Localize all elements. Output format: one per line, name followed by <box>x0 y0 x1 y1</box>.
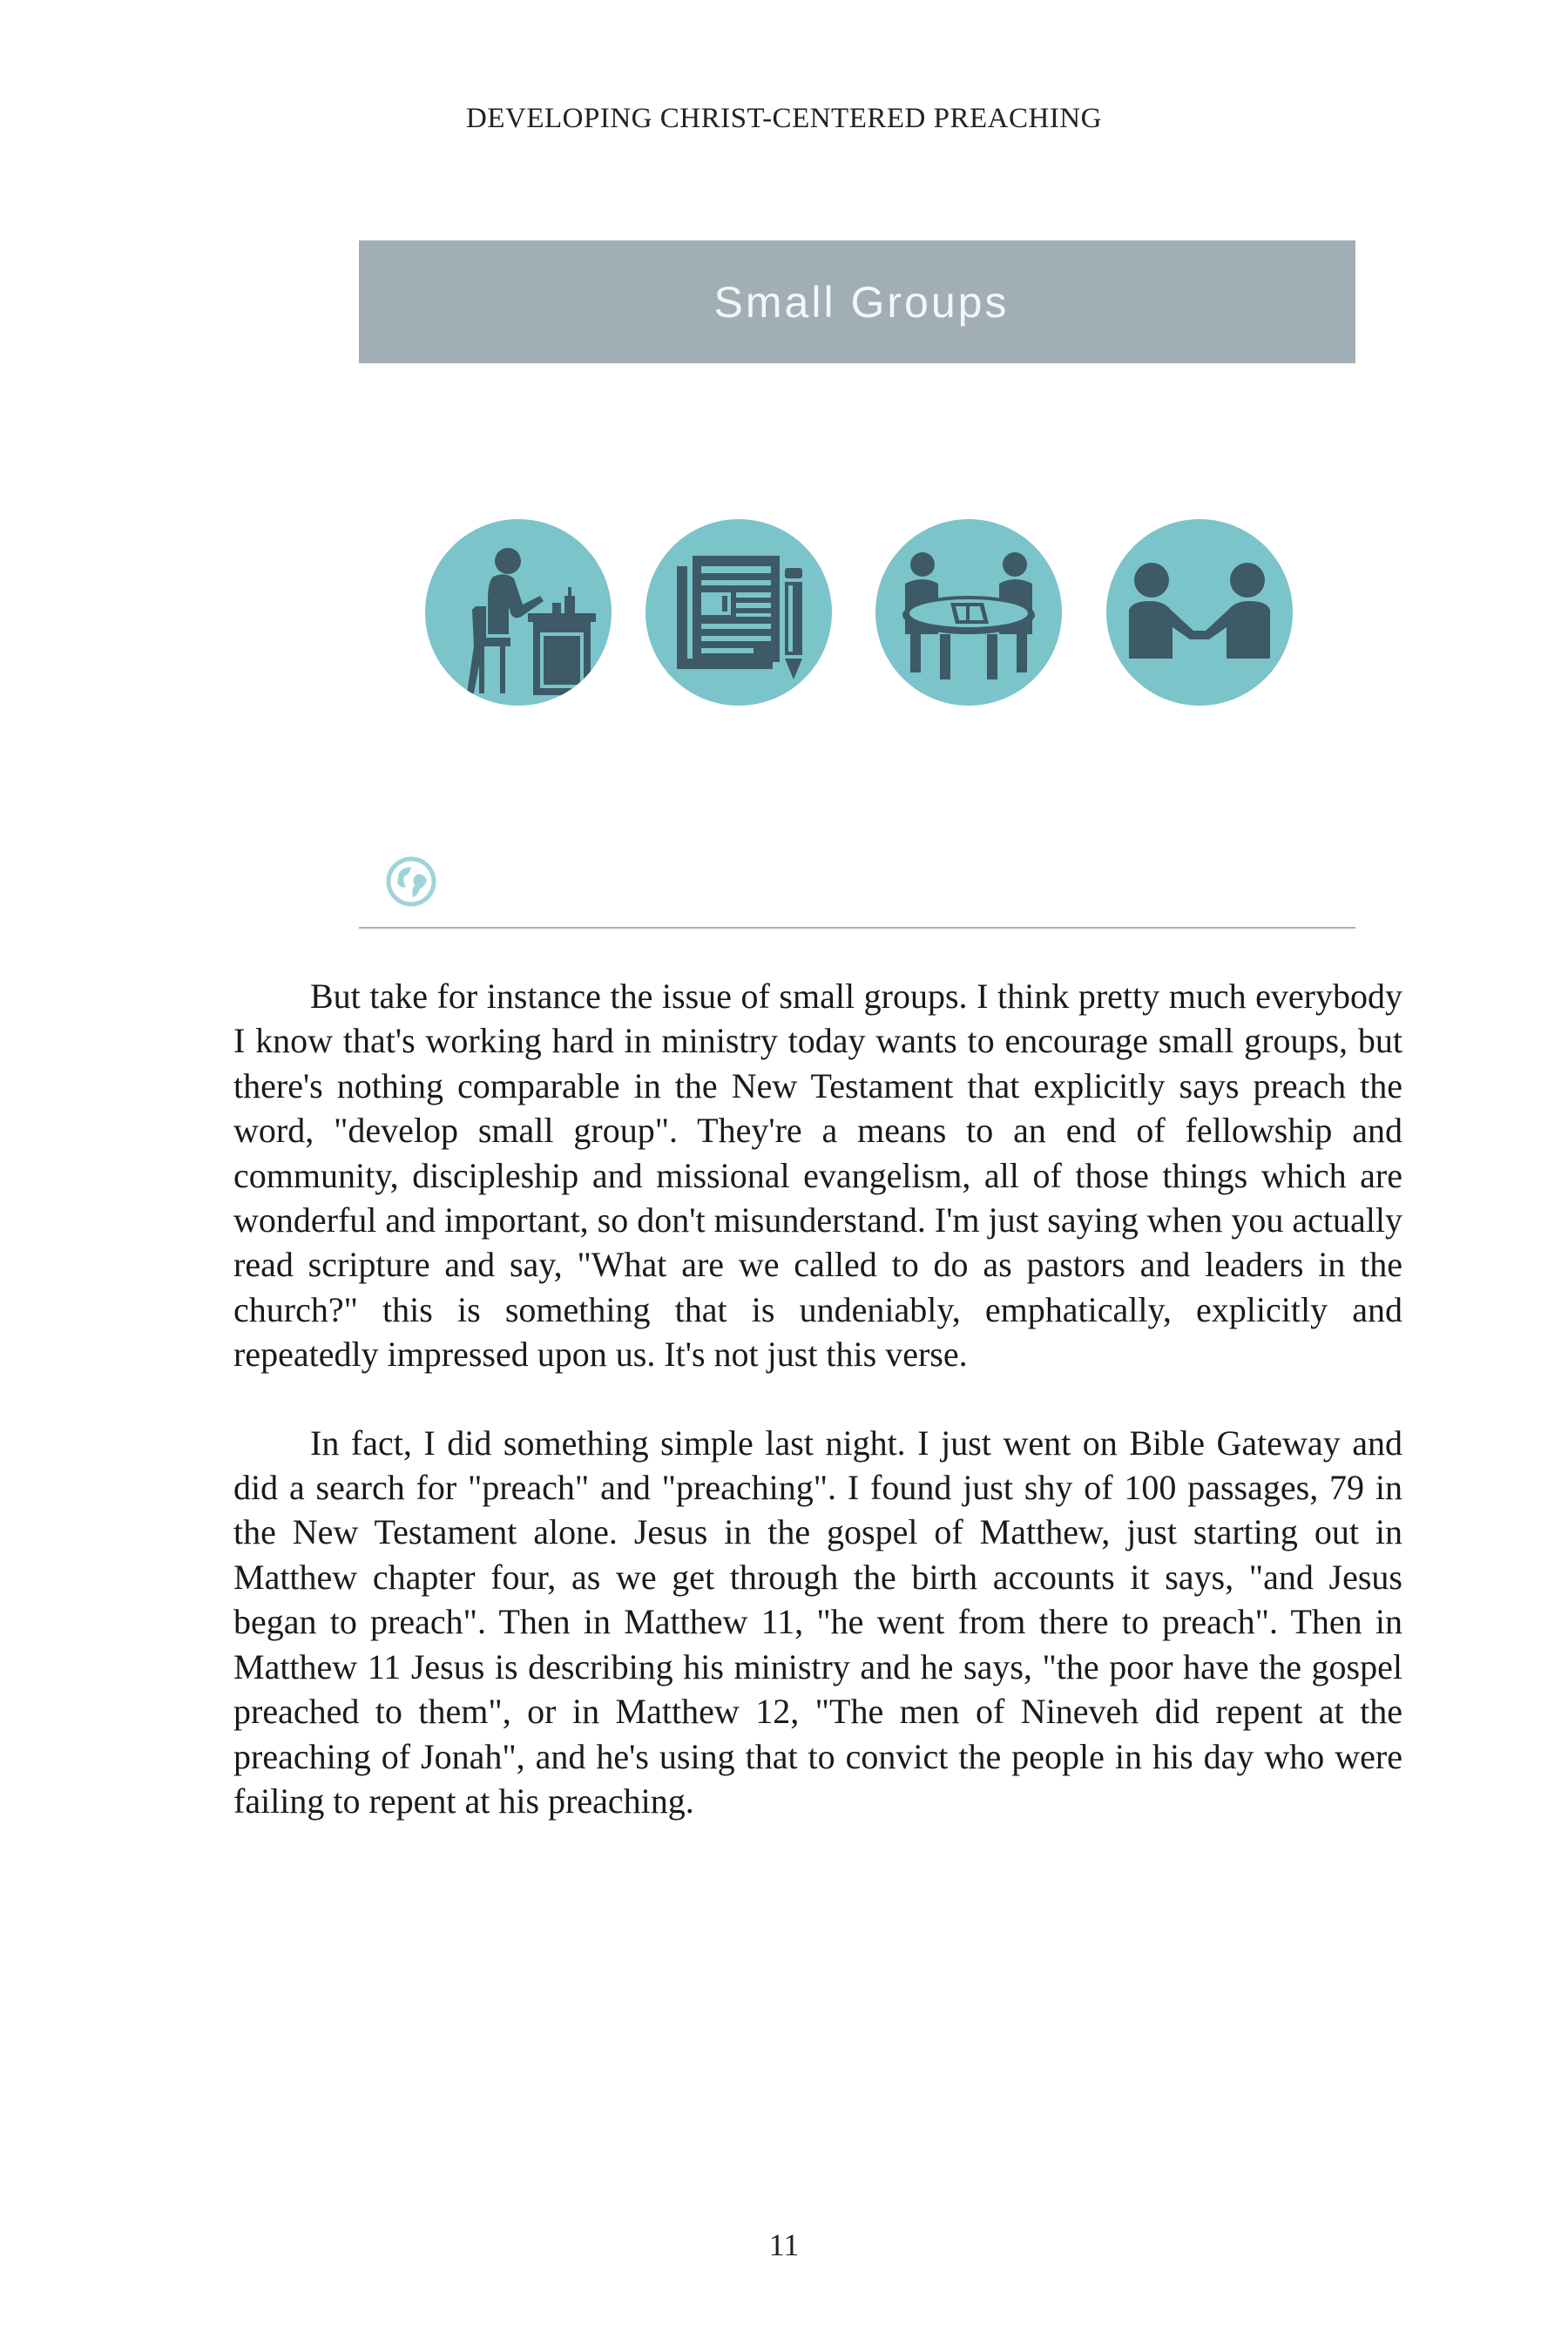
slide-image <box>359 240 1355 929</box>
running-header: DEVELOPING CHRIST-CENTERED PREACHING <box>466 103 1102 134</box>
body-text <box>233 974 1402 1867</box>
handshake-icon <box>1106 519 1293 706</box>
page-number: 11 <box>768 2227 800 2262</box>
person-at-desk-icon <box>425 519 612 706</box>
paragraph: But take for instance the issue of small groups. I think pretty much everybody I know that's working hard in ministry today wants to encourage small groups, but there's nothing comparable in the New Testament that explicitly says preach the word, "develop small group". They're a means to an end of fellowship and community, discipleship and missional evangelism, all of those things which are wonderful and important, so don't misunderstand. I'm just saying when you actually read scripture and say, "What are we called to do as pastors and leaders in the church?" this is something that is undeniably, emphatically, explicitly and repeatedly impressed upon us. It's not just this verse. <box>233 977 1402 1375</box>
paragraph: In fact, I did something simple last night. I just went on Bible Gateway and did a search for "preach" and "preaching". I found just shy of 100 passages, 79 in the New Testament alone. Jesus in the gospel of Matthew, just starting out in Matthew chapter four, as we get through the birth accounts it says, "and Jesus began to preach". Then in Matthew 11, "he went from there to preach". Then in Matthew 11 Jesus is describing his ministry and he says, "the poor have the gospel preached to them", or in Matthew 12, "The men of Nineveh did repent at the preaching of Jonah", and he's using that to convict the people in his day who were failing to repent at his preaching. <box>233 1423 1402 1821</box>
slide-banner <box>359 240 1355 363</box>
slide-title: Small Groups <box>713 277 1010 327</box>
slide-divider <box>359 927 1355 929</box>
icon-row <box>359 519 1355 707</box>
globe-logo-icon <box>385 855 437 908</box>
newspaper-pencil-icon <box>645 519 832 706</box>
people-around-table-icon <box>875 519 1062 706</box>
